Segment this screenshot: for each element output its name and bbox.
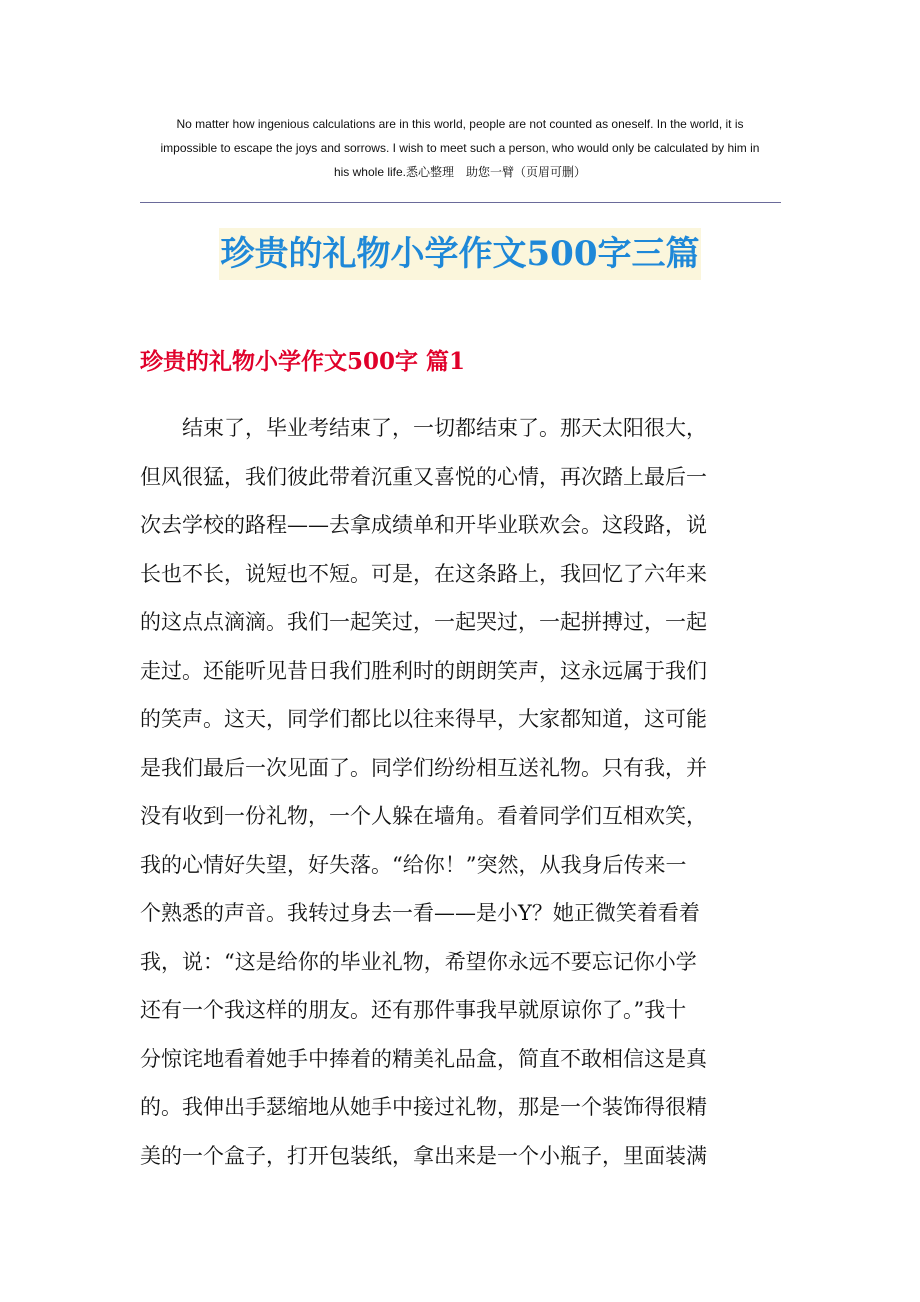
document-title-container bbox=[0, 228, 920, 280]
section-heading: 珍贵的礼物小学作文500字 篇1 bbox=[140, 348, 466, 375]
body-line: 结束了，毕业考结束了，一切都结束了。那天太阳很大， bbox=[140, 416, 707, 440]
document-title: 珍贵的礼物小学作文500字三篇 bbox=[219, 228, 702, 280]
header-line-3: his whole life.悉心整理 助您一臂（页眉可删） bbox=[333, 165, 587, 179]
body-line: 的这点点滴滴。我们一起笑过，一起哭过，一起拼搏过，一起 bbox=[140, 610, 707, 634]
body-line: 是我们最后一次见面了。同学们纷纷相互送礼物。只有我，并 bbox=[140, 755, 707, 780]
body-line: 美的一个盒子，打开包装纸，拿出来是一个小瓶子，里面装满 bbox=[140, 1143, 707, 1168]
body-line: 我，说：“这是给你的毕业礼物，希望你永远不要忘记你小学 bbox=[140, 949, 697, 974]
body-line: 没有收到一份礼物，一个人躲在墙角。看着同学们互相欢笑， bbox=[140, 804, 707, 828]
header-line-2: impossible to escape the joys and sorrows. I wish to meet such a person, who would only be calculated by him in bbox=[160, 141, 760, 155]
body-line: 个熟悉的声音。我转过身去一看——是小Y？她正微笑着看着 bbox=[140, 901, 700, 925]
body-line: 走过。还能听见昔日我们胜利时的朗朗笑声，这永远属于我们 bbox=[140, 658, 707, 683]
body-line: 分惊诧地看着她手中捧着的精美礼品盒，简直不敢相信这是真 bbox=[140, 1046, 707, 1071]
header-line-1: No matter how ingenious calculations are in this world, people are not counted as oneself. In the world, it is bbox=[176, 117, 744, 131]
body-line: 但风很猛，我们彼此带着沉重又喜悦的心情，再次踏上最后一 bbox=[140, 464, 707, 489]
body-line: 的笑声。这天，同学们都比以往来得早，大家都知道，这可能 bbox=[140, 707, 707, 731]
page-header bbox=[140, 112, 780, 184]
body-line: 长也不长，说短也不短。可是，在这条路上，我回忆了六年来 bbox=[140, 561, 707, 586]
essay-body bbox=[140, 404, 780, 1180]
body-line: 次去学校的路程——去拿成绩单和开毕业联欢会。这段路，说 bbox=[140, 513, 707, 537]
body-line: 的。我伸出手瑟缩地从她手中接过礼物，那是一个装饰得很精 bbox=[140, 1095, 707, 1119]
body-line: 还有一个我这样的朋友。还有那件事我早就原谅你了。”我十 bbox=[140, 998, 687, 1022]
header-divider bbox=[140, 202, 781, 203]
body-line: 我的心情好失望，好失落。“给你！”突然，从我身后传来一 bbox=[140, 852, 687, 877]
